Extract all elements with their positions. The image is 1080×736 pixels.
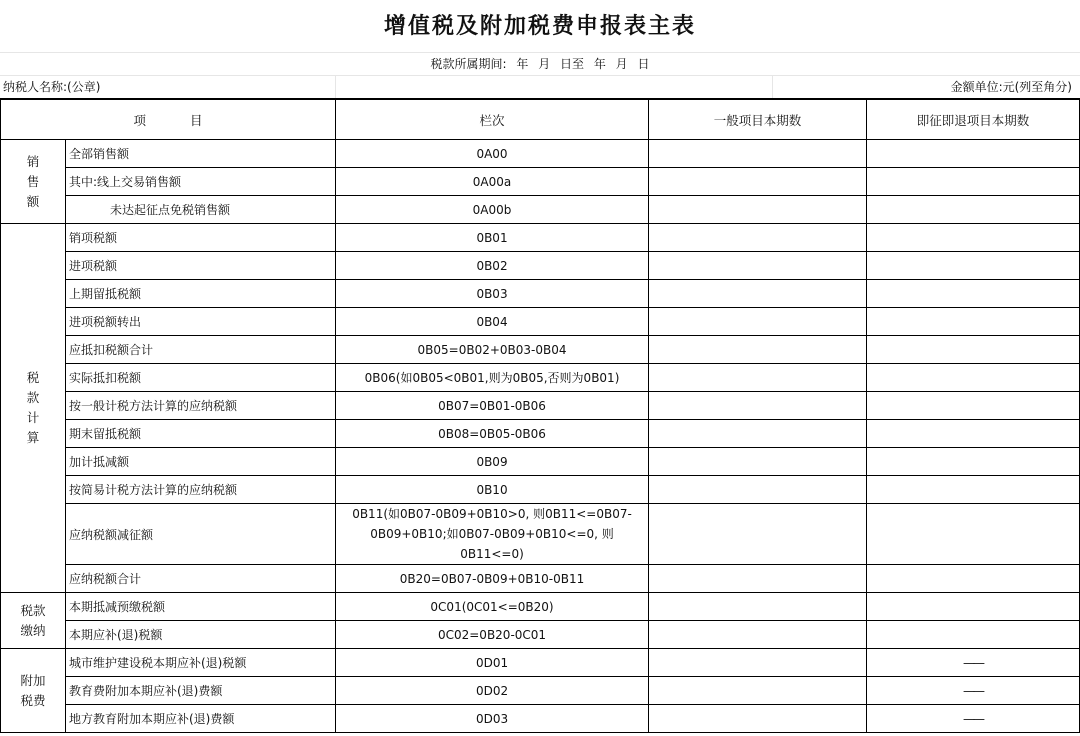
table-body <box>1 140 1080 733</box>
row-item: 应纳税额减征额 <box>66 504 336 565</box>
row-item: 按一般计税方法计算的应纳税额 <box>66 392 336 420</box>
row-item: 进项税额转出 <box>66 308 336 336</box>
row-line-code: 0C01(0C01<=0B20) <box>336 593 649 621</box>
header-general: 一般项目本期数 <box>649 100 867 140</box>
table-header-row <box>1 100 1080 140</box>
info-row <box>0 76 1080 99</box>
general-amount-cell[interactable] <box>649 196 867 224</box>
row-item: 销项税额 <box>66 224 336 252</box>
row-line-code: 0B20=0B07-0B09+0B10-0B11 <box>336 565 649 593</box>
table-row <box>1 336 1080 364</box>
general-amount-cell[interactable] <box>649 448 867 476</box>
row-item: 城市维护建设税本期应补(退)税额 <box>66 649 336 677</box>
row-item: 本期应补(退)税额 <box>66 621 336 649</box>
row-line-code: 0D02 <box>336 677 649 705</box>
row-item: 全部销售额 <box>66 140 336 168</box>
general-amount-cell[interactable] <box>649 565 867 593</box>
form-title: 增值税及附加税费申报表主表 <box>0 0 1080 53</box>
table-row <box>1 593 1080 621</box>
row-line-code: 0B10 <box>336 476 649 504</box>
refund-amount-cell[interactable] <box>867 420 1080 448</box>
table-row <box>1 621 1080 649</box>
refund-amount-cell[interactable] <box>867 336 1080 364</box>
general-amount-cell[interactable] <box>649 280 867 308</box>
section-label: 销 售 额 <box>1 140 66 224</box>
refund-amount-cell[interactable] <box>867 476 1080 504</box>
header-item: 项 目 <box>1 100 336 140</box>
row-line-code: 0A00b <box>336 196 649 224</box>
section-label: 税款 缴纳 <box>1 593 66 649</box>
general-amount-cell[interactable] <box>649 649 867 677</box>
row-item: 按简易计税方法计算的应纳税额 <box>66 476 336 504</box>
row-line-code: 0D01 <box>336 649 649 677</box>
refund-amount-cell[interactable] <box>867 252 1080 280</box>
refund-amount-cell[interactable] <box>867 621 1080 649</box>
refund-amount-cell: —— <box>867 677 1080 705</box>
general-amount-cell[interactable] <box>649 392 867 420</box>
row-item: 实际抵扣税额 <box>66 364 336 392</box>
table-row <box>1 308 1080 336</box>
refund-amount-cell[interactable] <box>867 168 1080 196</box>
refund-amount-cell: —— <box>867 649 1080 677</box>
general-amount-cell[interactable] <box>649 252 867 280</box>
taxpayer-name-label: 纳税人名称:(公章) <box>3 80 101 94</box>
table-row <box>1 565 1080 593</box>
table-row <box>1 392 1080 420</box>
general-amount-cell[interactable] <box>649 705 867 733</box>
row-line-code: 0D03 <box>336 705 649 733</box>
refund-amount-cell[interactable] <box>867 308 1080 336</box>
general-amount-cell[interactable] <box>649 224 867 252</box>
table-row <box>1 476 1080 504</box>
general-amount-cell[interactable] <box>649 593 867 621</box>
refund-amount-cell[interactable] <box>867 224 1080 252</box>
info-divider <box>335 76 336 98</box>
general-amount-cell[interactable] <box>649 336 867 364</box>
row-item: 期末留抵税额 <box>66 420 336 448</box>
table-row <box>1 448 1080 476</box>
row-item: 应抵扣税额合计 <box>66 336 336 364</box>
row-line-code: 0B11(如0B07-0B09+0B10>0, 则0B11<=0B07-0B09+0B10;如0B07-0B09+0B10<=0, 则0B11<=0) <box>336 504 649 565</box>
refund-amount-cell[interactable] <box>867 593 1080 621</box>
tax-period: 税款所属期间: 年 月 日至 年 月 日 <box>0 53 1080 76</box>
table-row <box>1 280 1080 308</box>
header-line: 栏次 <box>336 100 649 140</box>
row-line-code: 0B02 <box>336 252 649 280</box>
table-row <box>1 677 1080 705</box>
row-line-code: 0B09 <box>336 448 649 476</box>
general-amount-cell[interactable] <box>649 476 867 504</box>
table-row <box>1 649 1080 677</box>
row-item: 应纳税额合计 <box>66 565 336 593</box>
table-row <box>1 140 1080 168</box>
table-row <box>1 420 1080 448</box>
general-amount-cell[interactable] <box>649 621 867 649</box>
general-amount-cell[interactable] <box>649 420 867 448</box>
table-row <box>1 252 1080 280</box>
row-item: 加计抵减额 <box>66 448 336 476</box>
row-line-code: 0B05=0B02+0B03-0B04 <box>336 336 649 364</box>
refund-amount-cell[interactable] <box>867 504 1080 565</box>
section-label: 附加 税费 <box>1 649 66 733</box>
table-row <box>1 224 1080 252</box>
row-line-code: 0B04 <box>336 308 649 336</box>
refund-amount-cell[interactable] <box>867 448 1080 476</box>
refund-amount-cell[interactable] <box>867 364 1080 392</box>
row-item: 进项税额 <box>66 252 336 280</box>
refund-amount-cell: —— <box>867 705 1080 733</box>
declaration-table <box>0 99 1080 733</box>
refund-amount-cell[interactable] <box>867 140 1080 168</box>
header-refund: 即征即退项目本期数 <box>867 100 1080 140</box>
general-amount-cell[interactable] <box>649 677 867 705</box>
refund-amount-cell[interactable] <box>867 392 1080 420</box>
row-item: 本期抵减预缴税额 <box>66 593 336 621</box>
row-line-code: 0B08=0B05-0B06 <box>336 420 649 448</box>
amount-unit-label: 金额单位:元(列至角分) <box>950 80 1072 94</box>
table-row <box>1 168 1080 196</box>
row-line-code: 0C02=0B20-0C01 <box>336 621 649 649</box>
row-line-code: 0B03 <box>336 280 649 308</box>
row-item: 地方教育附加本期应补(退)费额 <box>66 705 336 733</box>
refund-amount-cell[interactable] <box>867 280 1080 308</box>
row-item: 其中:线上交易销售额 <box>66 168 336 196</box>
table-row <box>1 504 1080 565</box>
info-divider <box>772 76 773 98</box>
general-amount-cell[interactable] <box>649 140 867 168</box>
row-item: 教育费附加本期应补(退)费额 <box>66 677 336 705</box>
general-amount-cell[interactable] <box>649 308 867 336</box>
table-row <box>1 364 1080 392</box>
row-line-code: 0B06(如0B05<0B01,则为0B05,否则为0B01) <box>336 364 649 392</box>
row-line-code: 0A00 <box>336 140 649 168</box>
refund-amount-cell[interactable] <box>867 196 1080 224</box>
row-line-code: 0B01 <box>336 224 649 252</box>
row-line-code: 0B07=0B01-0B06 <box>336 392 649 420</box>
row-item: 未达起征点免税销售额 <box>66 196 336 224</box>
general-amount-cell[interactable] <box>649 168 867 196</box>
general-amount-cell[interactable] <box>649 364 867 392</box>
general-amount-cell[interactable] <box>649 504 867 565</box>
table-row <box>1 196 1080 224</box>
section-label: 税 款 计 算 <box>1 224 66 593</box>
row-item: 上期留抵税额 <box>66 280 336 308</box>
table-row <box>1 705 1080 733</box>
refund-amount-cell[interactable] <box>867 565 1080 593</box>
row-line-code: 0A00a <box>336 168 649 196</box>
